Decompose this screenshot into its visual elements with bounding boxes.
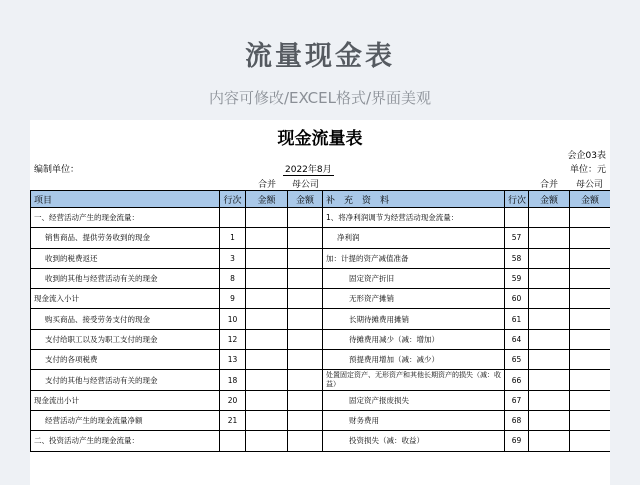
amount-cell[interactable] <box>246 410 288 430</box>
table-row <box>31 350 611 370</box>
amount-cell[interactable] <box>529 410 570 430</box>
amount-cell[interactable] <box>570 350 611 370</box>
supplementary-item-cell: 待摊费用减少（减：增加） <box>323 329 505 349</box>
amount-cell[interactable] <box>288 289 323 309</box>
table-row <box>31 289 611 309</box>
line-no-cell <box>220 208 246 228</box>
item-cell: 销售商品、提供劳务收到的现金 <box>31 228 220 248</box>
table-row <box>31 268 611 288</box>
item-cell: 收到的税费返还 <box>31 248 220 268</box>
line-no-cell: 69 <box>505 431 529 451</box>
amount-cell[interactable] <box>246 248 288 268</box>
amount-cell[interactable] <box>570 289 611 309</box>
amount-cell[interactable] <box>288 228 323 248</box>
amount-cell[interactable] <box>246 268 288 288</box>
form-code: 会企03表 <box>567 151 606 161</box>
report-date <box>283 162 334 175</box>
line-no-cell: 64 <box>505 329 529 349</box>
item-cell: 二、投资活动产生的现金流量： <box>31 431 220 451</box>
line-no-cell: 68 <box>505 410 529 430</box>
line-no-cell: 21 <box>220 410 246 430</box>
line-no-cell: 9 <box>220 289 246 309</box>
item-cell: 收到的其他与经营活动有关的现金 <box>31 268 220 288</box>
amount-cell[interactable] <box>570 208 611 228</box>
line-no-cell: 67 <box>505 390 529 410</box>
right-entity-parent: 母公司 <box>576 180 604 190</box>
amount-cell[interactable] <box>246 289 288 309</box>
supplementary-item-cell: 净利润 <box>323 228 505 248</box>
line-no-cell: 61 <box>505 309 529 329</box>
item-cell: 经营活动产生的现金流量净额 <box>31 410 220 430</box>
amount-cell[interactable] <box>529 228 570 248</box>
item-cell: 支付给职工以及为职工支付的现金 <box>31 329 220 349</box>
table-row <box>31 228 611 248</box>
amount-cell[interactable] <box>570 329 611 349</box>
amount-cell[interactable] <box>288 431 323 451</box>
table-row <box>31 390 611 410</box>
supplementary-item-cell: 预提费用增加（减：减少） <box>323 350 505 370</box>
amount-cell[interactable] <box>529 268 570 288</box>
table-row <box>31 370 611 390</box>
line-no-cell: 59 <box>505 268 529 288</box>
line-no-cell: 18 <box>220 370 246 390</box>
banner-subtitle: 内容可修改/EXCEL格式/界面美观 <box>208 89 432 107</box>
unit-label: 编制单位： <box>34 165 80 175</box>
supplementary-item-cell: 无形资产摊销 <box>323 289 505 309</box>
header-line-no: 行次 <box>505 191 529 208</box>
amount-cell[interactable] <box>288 329 323 349</box>
amount-cell[interactable] <box>246 431 288 451</box>
amount-cell[interactable] <box>288 268 323 288</box>
header-amount: 金额 <box>246 191 288 208</box>
line-no-cell: 20 <box>220 390 246 410</box>
line-no-cell: 8 <box>220 268 246 288</box>
left-entity-parent: 母公司 <box>292 180 320 190</box>
line-no-cell: 60 <box>505 289 529 309</box>
sheet-title: 现金流量表 <box>277 129 363 149</box>
banner-title: 流量现金表 <box>245 41 395 72</box>
amount-cell[interactable] <box>529 208 570 228</box>
line-no-cell: 58 <box>505 248 529 268</box>
amount-cell[interactable] <box>529 370 570 390</box>
amount-cell[interactable] <box>570 228 611 248</box>
amount-cell[interactable] <box>246 350 288 370</box>
amount-cell[interactable] <box>529 309 570 329</box>
amount-cell[interactable] <box>288 208 323 228</box>
table-row <box>31 410 611 430</box>
amount-cell[interactable] <box>529 289 570 309</box>
line-no-cell: 12 <box>220 329 246 349</box>
table-row <box>31 309 611 329</box>
line-no-cell <box>220 431 246 451</box>
amount-cell[interactable] <box>570 410 611 430</box>
amount-cell[interactable] <box>570 431 611 451</box>
amount-cell[interactable] <box>529 431 570 451</box>
currency-unit: 单位：元 <box>569 165 606 175</box>
header-line-no: 行次 <box>220 191 246 208</box>
line-no-cell: 57 <box>505 228 529 248</box>
header-item: 项目 <box>31 191 220 208</box>
amount-cell[interactable] <box>570 248 611 268</box>
supplementary-item-cell: 处置固定资产、无形资产和其他长期资产的损失（减：收益） <box>323 370 505 390</box>
item-cell: 一、经营活动产生的现金流量： <box>31 208 220 228</box>
supplementary-item-cell: 固定资产折旧 <box>323 268 505 288</box>
amount-cell[interactable] <box>288 248 323 268</box>
supplementary-item-cell: 加：计提的资产减值准备 <box>323 248 505 268</box>
header-amount: 金额 <box>288 191 323 208</box>
line-no-cell: 66 <box>505 370 529 390</box>
item-cell: 购买商品、接受劳务支付的现金 <box>31 309 220 329</box>
amount-cell[interactable] <box>288 370 323 390</box>
line-no-cell: 13 <box>220 350 246 370</box>
spreadsheet-sheet <box>30 120 610 485</box>
amount-cell[interactable] <box>288 410 323 430</box>
supplementary-item-cell: 长期待摊费用摊销 <box>323 309 505 329</box>
amount-cell[interactable] <box>570 268 611 288</box>
supplementary-item-cell: 1、将净利润调节为经营活动现金流量： <box>323 208 505 228</box>
amount-cell[interactable] <box>246 208 288 228</box>
header-amount: 金额 <box>529 191 570 208</box>
table-row <box>31 248 611 268</box>
header-amount: 金额 <box>570 191 611 208</box>
left-entity-consolidated: 合并 <box>258 180 277 190</box>
item-cell: 支付的其他与经营活动有关的现金 <box>31 370 220 390</box>
amount-cell[interactable] <box>288 390 323 410</box>
table-row <box>31 208 611 228</box>
right-entity-consolidated: 合并 <box>540 180 559 190</box>
line-no-cell <box>505 208 529 228</box>
item-cell: 现金流入小计 <box>31 289 220 309</box>
table-row <box>31 329 611 349</box>
line-no-cell: 3 <box>220 248 246 268</box>
line-no-cell: 65 <box>505 350 529 370</box>
header-supplementary: 补 充 资 料 <box>323 191 505 208</box>
line-no-cell: 10 <box>220 309 246 329</box>
table-row <box>31 431 611 451</box>
cash-flow-table <box>30 190 610 452</box>
report-date-text: 2022年8月 <box>285 165 332 175</box>
amount-cell[interactable] <box>570 309 611 329</box>
amount-cell[interactable] <box>246 309 288 329</box>
amount-cell[interactable] <box>246 228 288 248</box>
amount-cell[interactable] <box>570 370 611 390</box>
amount-cell[interactable] <box>529 390 570 410</box>
amount-cell[interactable] <box>246 370 288 390</box>
item-cell: 支付的各项税费 <box>31 350 220 370</box>
supplementary-item-cell: 财务费用 <box>323 410 505 430</box>
amount-cell[interactable] <box>246 390 288 410</box>
supplementary-item-cell: 固定资产报废损失 <box>323 390 505 410</box>
amount-cell[interactable] <box>570 390 611 410</box>
line-no-cell: 1 <box>220 228 246 248</box>
item-cell: 现金流出小计 <box>31 390 220 410</box>
amount-cell[interactable] <box>529 248 570 268</box>
table-header-row <box>31 191 611 208</box>
amount-cell[interactable] <box>529 329 570 349</box>
amount-cell[interactable] <box>246 329 288 349</box>
amount-cell[interactable] <box>288 350 323 370</box>
amount-cell[interactable] <box>288 309 323 329</box>
supplementary-item-cell: 投资损失（减：收益） <box>323 431 505 451</box>
amount-cell[interactable] <box>529 350 570 370</box>
